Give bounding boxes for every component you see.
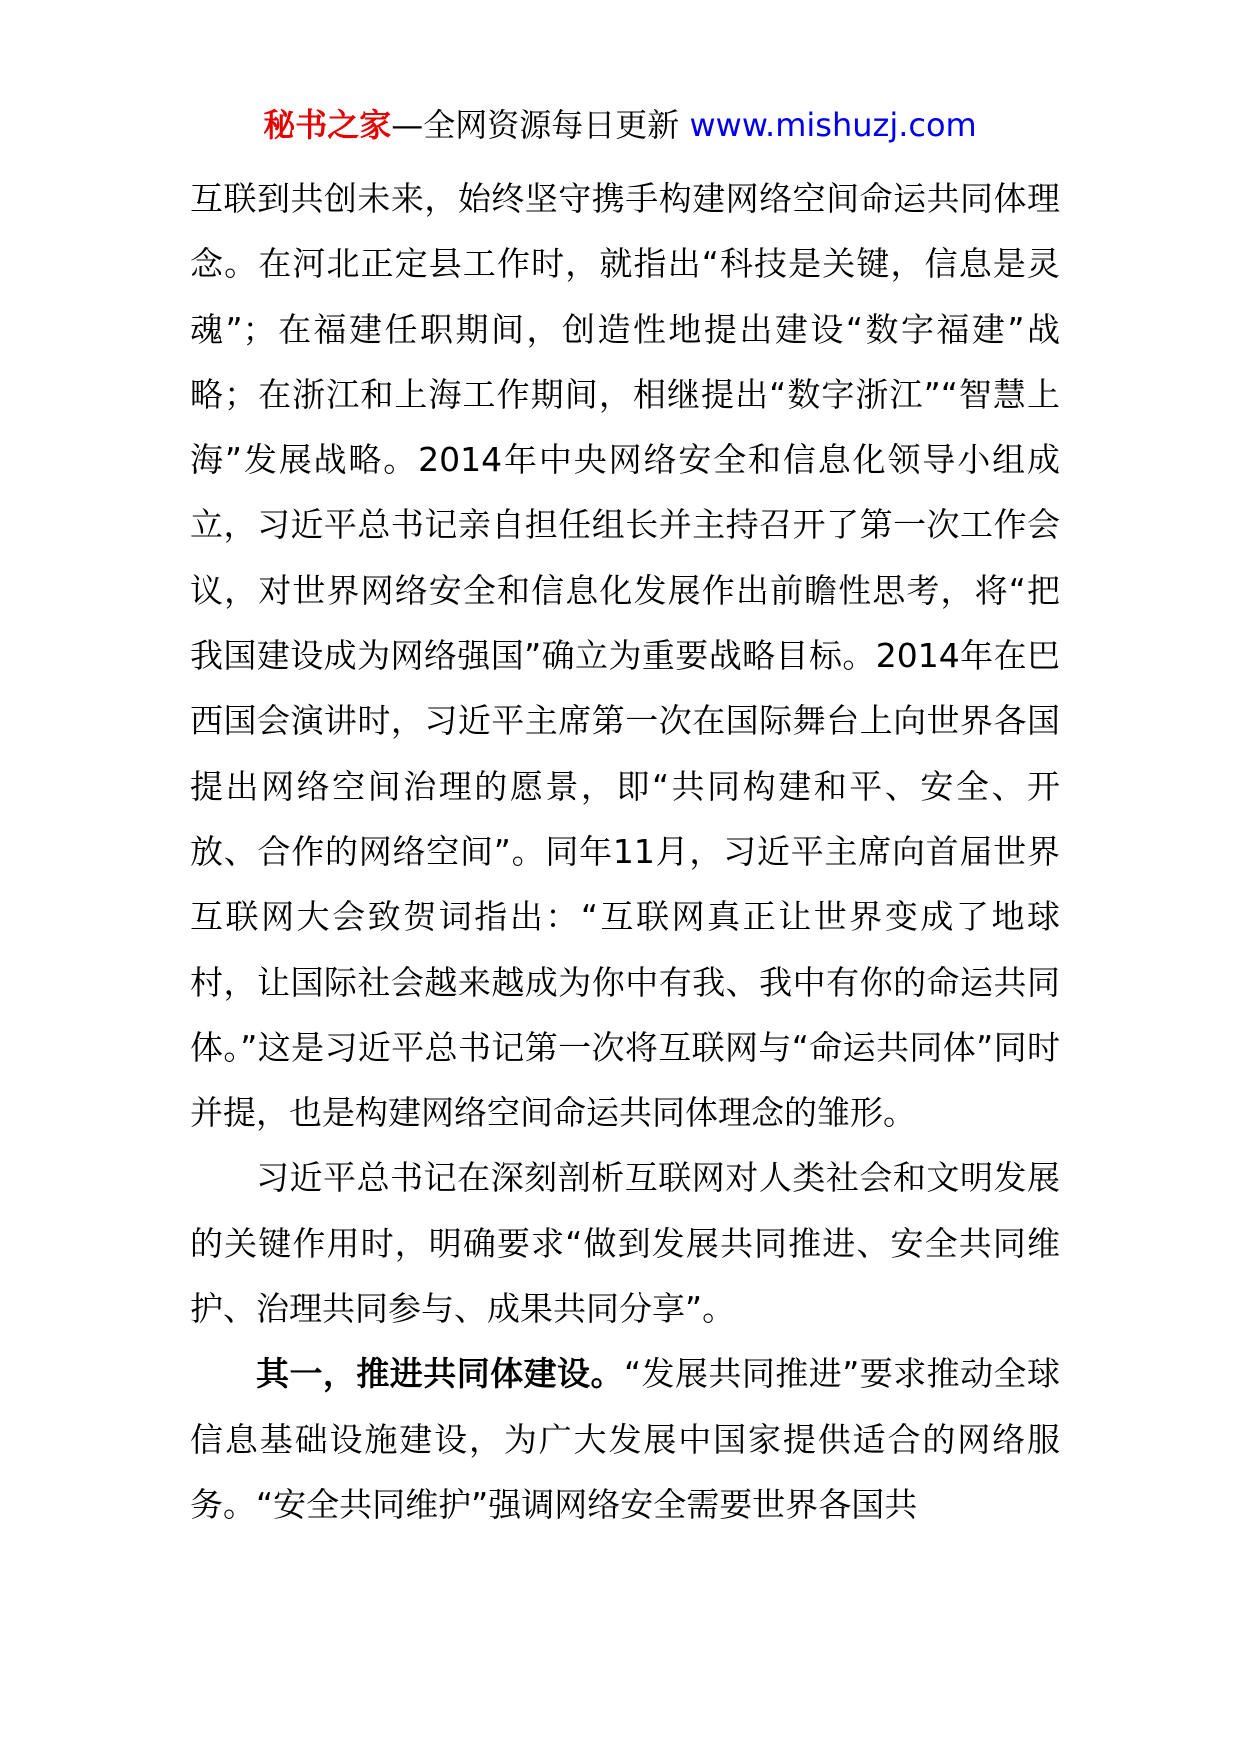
paragraph-2 [190, 1145, 1060, 1341]
header-site-link[interactable]: www.mishuzj.com [689, 106, 977, 144]
page-header [0, 100, 1240, 150]
paragraph-3 [190, 1341, 1060, 1537]
paragraph-3-lead: 其一，推进共同体建设。 [256, 1354, 624, 1394]
header-slogan: —全网资源每日更新 [391, 106, 690, 144]
paragraph-1 [190, 166, 1060, 1145]
paragraph-3-text: “发展共同推进”要求推动全球信息基础设施建设，为广大发展中国家提供适合的网络服务。“安全共同维护”强调网络安全需要世界各国共 [190, 1354, 1060, 1524]
paragraph-1-text: 互联到共创未来，始终坚守携手构建网络空间命运共同体理念。在河北正定县工作时，就指出“科技是关键，信息是灵魂”；在福建任职期间，创造性地提出建设“数字福建”战略；在浙江和上海工作期间，相继提出“数字浙江”“智慧上海”发展战略。2014年中央网络安全和信息化领导小组成立，习近平总书记亲自担任组长并主持召开了第一次工作会议，对世界网络安全和信息化发展作出前瞻性思考，将“把我国建设成为网络强国”确立为重要战略目标。2014年在巴西国会演讲时，习近平主席第一次在国际舞台上向世界各国提出网络空间治理的愿景，即“共同构建和平、安全、开放、合作的网络空间”。同年11月，习近平主席向首届世界互联网大会致贺词指出：“互联网真正让世界变成了地球村，让国际社会越来越成为你中有我、我中有你的命运共同体。”这是习近平总书记第一次将互联网与“命运共同体”同时并提，也是构建网络空间命运共同体理念的雏形。 [190, 179, 1060, 1133]
header-brand: 秘书之家 [263, 106, 392, 144]
document-body [190, 166, 1060, 1537]
paragraph-2-text: 习近平总书记在深刻剖析互联网对人类社会和文明发展的关键作用时，明确要求“做到发展共同推进、安全共同维护、治理共同参与、成果共同分享”。 [190, 1158, 1060, 1329]
